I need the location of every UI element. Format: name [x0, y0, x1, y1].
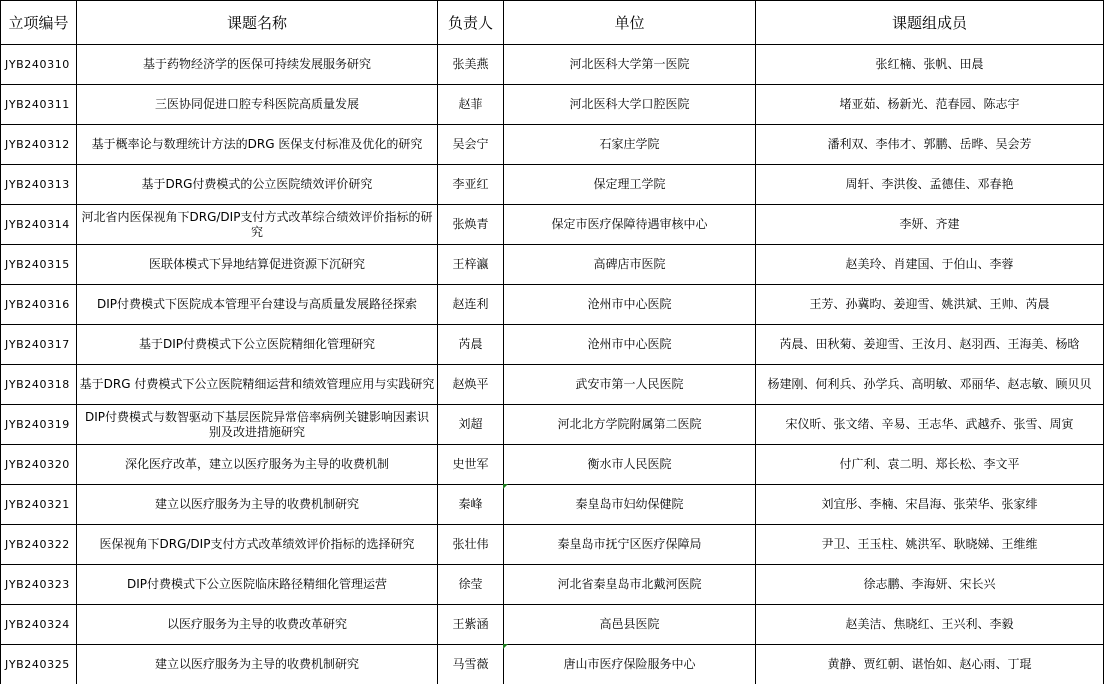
project-title-cell[interactable]: 三医协同促进口腔专科医院高质量发展: [77, 85, 438, 125]
leader-cell[interactable]: 芮晨: [438, 325, 504, 365]
unit-cell[interactable]: 秦皇岛市抚宁区医疗保障局: [504, 525, 756, 565]
table-row: [1, 645, 1104, 685]
project-title-cell[interactable]: 基于DIP付费模式下公立医院精细化管理研究: [77, 325, 438, 365]
project-title-cell[interactable]: 基于药物经济学的医保可持续发展服务研究: [77, 45, 438, 85]
project-id-cell[interactable]: JYB240321: [1, 485, 77, 525]
project-title-cell[interactable]: 河北省内医保视角下DRG/DIP支付方式改革综合绩效评价指标的研究: [77, 205, 438, 245]
header-unit[interactable]: 单位: [504, 1, 756, 45]
table-row: [1, 245, 1104, 285]
members-cell[interactable]: 付广利、袁二明、郑长松、李文平: [756, 445, 1104, 485]
leader-cell[interactable]: 张壮伟: [438, 525, 504, 565]
leader-cell[interactable]: 马雪薇: [438, 645, 504, 685]
project-title-cell[interactable]: 建立以医疗服务为主导的收费机制研究: [77, 645, 438, 685]
project-id-cell[interactable]: JYB240317: [1, 325, 77, 365]
table-row: [1, 485, 1104, 525]
table-row: [1, 45, 1104, 85]
unit-cell[interactable]: 沧州市中心医院: [504, 325, 756, 365]
project-id-cell[interactable]: JYB240324: [1, 605, 77, 645]
header-leader[interactable]: 负责人: [438, 1, 504, 45]
members-cell[interactable]: 赵美洁、焦晓红、王兴利、李毅: [756, 605, 1104, 645]
project-id-cell[interactable]: JYB240314: [1, 205, 77, 245]
leader-cell[interactable]: 张焕青: [438, 205, 504, 245]
members-cell[interactable]: 徐志鹏、李海妍、宋长兴: [756, 565, 1104, 605]
project-id-cell[interactable]: JYB240310: [1, 45, 77, 85]
project-title-cell[interactable]: 建立以医疗服务为主导的收费机制研究: [77, 485, 438, 525]
unit-cell[interactable]: 秦皇岛市妇幼保健院: [504, 485, 756, 525]
leader-cell[interactable]: 史世军: [438, 445, 504, 485]
members-cell[interactable]: 张红楠、张帆、田晨: [756, 45, 1104, 85]
project-title-cell[interactable]: DIP付费模式下公立医院临床路径精细化管理运营: [77, 565, 438, 605]
project-title-cell[interactable]: DIP付费模式与数智驱动下基层医院异常倍率病例关键影响因素识别及改进措施研究: [77, 405, 438, 445]
leader-cell[interactable]: 刘超: [438, 405, 504, 445]
project-title-cell[interactable]: 医保视角下DRG/DIP支付方式改革绩效评价指标的选择研究: [77, 525, 438, 565]
header-project-id[interactable]: 立项编号: [1, 1, 77, 45]
leader-cell[interactable]: 赵连利: [438, 285, 504, 325]
unit-cell[interactable]: 河北医科大学口腔医院: [504, 85, 756, 125]
project-title-cell[interactable]: 基于DRG付费模式的公立医院绩效评价研究: [77, 165, 438, 205]
project-title-cell[interactable]: 医联体模式下异地结算促进资源下沉研究: [77, 245, 438, 285]
header-project-title[interactable]: 课题名称: [77, 1, 438, 45]
table-row: [1, 285, 1104, 325]
unit-cell[interactable]: 石家庄学院: [504, 125, 756, 165]
project-title-cell[interactable]: DIP付费模式下医院成本管理平台建设与高质量发展路径探索: [77, 285, 438, 325]
members-cell[interactable]: 赵美玲、肖建国、于伯山、李蓉: [756, 245, 1104, 285]
members-cell[interactable]: 芮晨、田秋菊、姜迎雪、王汝月、赵羽西、王海美、杨晗: [756, 325, 1104, 365]
project-id-cell[interactable]: JYB240311: [1, 85, 77, 125]
leader-cell[interactable]: 赵菲: [438, 85, 504, 125]
project-id-cell[interactable]: JYB240323: [1, 565, 77, 605]
unit-cell[interactable]: 高邑县医院: [504, 605, 756, 645]
table-row: [1, 165, 1104, 205]
table-row: [1, 205, 1104, 245]
leader-cell[interactable]: 吴会宁: [438, 125, 504, 165]
project-id-cell[interactable]: JYB240315: [1, 245, 77, 285]
project-title-cell[interactable]: 基于DRG 付费模式下公立医院精细运营和绩效管理应用与实践研究: [77, 365, 438, 405]
project-id-cell[interactable]: JYB240316: [1, 285, 77, 325]
members-cell[interactable]: 堵亚茹、杨新光、范春园、陈志宇: [756, 85, 1104, 125]
unit-cell[interactable]: 武安市第一人民医院: [504, 365, 756, 405]
members-cell[interactable]: 杨建刚、何利兵、孙学兵、高明敏、邓丽华、赵志敏、顾贝贝: [756, 365, 1104, 405]
table-row: [1, 325, 1104, 365]
members-cell[interactable]: 宋仪昕、张文绪、辛易、王志华、武越乔、张雪、周寅: [756, 405, 1104, 445]
leader-cell[interactable]: 张美燕: [438, 45, 504, 85]
unit-cell[interactable]: 河北医科大学第一医院: [504, 45, 756, 85]
table-row: [1, 445, 1104, 485]
unit-cell[interactable]: 保定市医疗保障待遇审核中心: [504, 205, 756, 245]
table-row: [1, 565, 1104, 605]
project-id-cell[interactable]: JYB240319: [1, 405, 77, 445]
members-cell[interactable]: 李妍、齐建: [756, 205, 1104, 245]
unit-cell[interactable]: 保定理工学院: [504, 165, 756, 205]
table-row: [1, 405, 1104, 445]
members-cell[interactable]: 周轩、李洪俊、孟德佳、邓春艳: [756, 165, 1104, 205]
members-cell[interactable]: 王芳、孙冀昀、姜迎雪、姚洪斌、王帅、芮晨: [756, 285, 1104, 325]
members-cell[interactable]: 尹卫、王玉柱、姚洪军、耿晓娣、王维维: [756, 525, 1104, 565]
unit-cell[interactable]: 沧州市中心医院: [504, 285, 756, 325]
unit-cell[interactable]: 河北省秦皇岛市北戴河医院: [504, 565, 756, 605]
project-title-cell[interactable]: 深化医疗改革，建立以医疗服务为主导的收费机制: [77, 445, 438, 485]
project-id-cell[interactable]: JYB240325: [1, 645, 77, 685]
table-row: [1, 525, 1104, 565]
project-title-cell[interactable]: 基于概率论与数理统计方法的DRG 医保支付标准及优化的研究: [77, 125, 438, 165]
unit-cell[interactable]: 唐山市医疗保险服务中心: [504, 645, 756, 685]
cell-marker: [503, 644, 508, 649]
header-members[interactable]: 课题组成员: [756, 1, 1104, 45]
members-cell[interactable]: 潘利双、李伟才、郭鹏、岳晔、吴会芳: [756, 125, 1104, 165]
unit-cell[interactable]: 河北北方学院附属第二医院: [504, 405, 756, 445]
members-cell[interactable]: 刘宜彤、李楠、宋昌海、张荣华、张家绯: [756, 485, 1104, 525]
project-title-cell[interactable]: 以医疗服务为主导的收费改革研究: [77, 605, 438, 645]
project-id-cell[interactable]: JYB240313: [1, 165, 77, 205]
leader-cell[interactable]: 王紫涵: [438, 605, 504, 645]
project-id-cell[interactable]: JYB240312: [1, 125, 77, 165]
table-row: [1, 365, 1104, 405]
unit-cell[interactable]: 高碑店市医院: [504, 245, 756, 285]
leader-cell[interactable]: 秦峰: [438, 485, 504, 525]
leader-cell[interactable]: 王梓瀛: [438, 245, 504, 285]
table-row: [1, 85, 1104, 125]
table-row: [1, 125, 1104, 165]
project-id-cell[interactable]: JYB240322: [1, 525, 77, 565]
project-id-cell[interactable]: JYB240318: [1, 365, 77, 405]
project-id-cell[interactable]: JYB240320: [1, 445, 77, 485]
leader-cell[interactable]: 李亚红: [438, 165, 504, 205]
cell-marker: [503, 484, 508, 489]
header-row: [1, 1, 1104, 45]
members-cell[interactable]: 黄静、贾红朝、谌怡如、赵心雨、丁琨: [756, 645, 1104, 685]
table-row: [1, 605, 1104, 645]
leader-cell[interactable]: 徐莹: [438, 565, 504, 605]
unit-cell[interactable]: 衡水市人民医院: [504, 445, 756, 485]
leader-cell[interactable]: 赵焕平: [438, 365, 504, 405]
